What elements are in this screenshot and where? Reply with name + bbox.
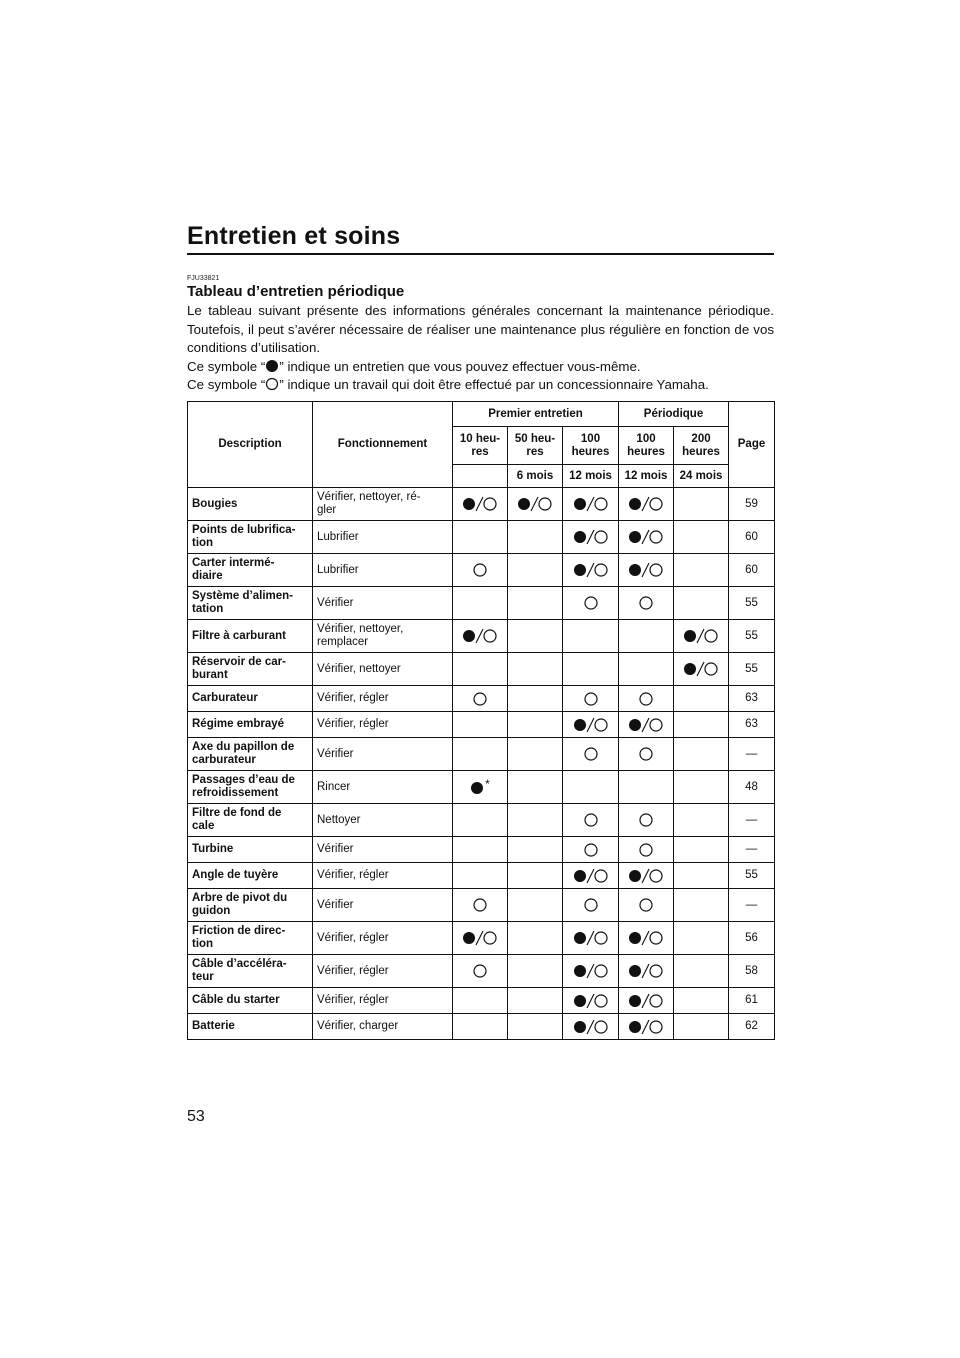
mark-cell-200h	[674, 620, 729, 653]
mark-cell-50h	[508, 653, 563, 686]
row-operation: Vérifier, régler	[313, 922, 453, 955]
reference-code: FJU33821	[187, 275, 220, 282]
table-row	[188, 837, 775, 863]
row-description: Réservoir de car- burant	[188, 653, 313, 686]
mark-cell-100h-initial	[563, 620, 619, 653]
mark-cell-50h	[508, 488, 563, 521]
mark-cell-10h	[453, 804, 508, 837]
row-page-ref: 55	[729, 863, 775, 889]
filled-slash-open-circle-icon	[628, 717, 664, 733]
mark-cell-200h	[674, 988, 729, 1014]
filled-slash-open-circle-icon	[683, 661, 719, 677]
table-row	[188, 863, 775, 889]
open-circle-icon	[639, 691, 653, 707]
mark-cell-50h	[508, 837, 563, 863]
row-description: Turbine	[188, 837, 313, 863]
table-row	[188, 521, 775, 554]
page-title: Entretien et soins	[187, 222, 401, 250]
filled-slash-open-circle-icon	[517, 496, 553, 512]
filled-slash-open-circle-icon	[628, 993, 664, 1009]
header-description: Description	[188, 402, 313, 488]
mark-cell-100h-periodic	[619, 837, 674, 863]
row-page-ref: —	[729, 804, 775, 837]
mark-cell-100h-periodic	[619, 1014, 674, 1040]
row-operation: Vérifier	[313, 587, 453, 620]
filled-slash-open-circle-icon	[628, 930, 664, 946]
mark-cell-100h-periodic	[619, 738, 674, 771]
intro-paragraph: Le tableau suivant présente des informations générales concernant la maintenance périodique. Toutefois, il peut s’avérer nécessaire de réaliser une maintenance plus régulière en fonction de vos conditions d’utilisation.	[187, 303, 774, 355]
mark-cell-100h-initial	[563, 863, 619, 889]
mark-cell-200h	[674, 1014, 729, 1040]
mark-cell-50h	[508, 804, 563, 837]
row-operation: Vérifier	[313, 889, 453, 922]
mark-cell-100h-periodic	[619, 863, 674, 889]
filled-slash-open-circle-icon	[462, 628, 498, 644]
open-circle-icon	[639, 842, 653, 858]
mark-cell-10h	[453, 488, 508, 521]
header-100-hours-initial: 100 heures	[563, 427, 619, 465]
legend-filled	[187, 358, 774, 377]
row-operation: Rincer	[313, 771, 453, 804]
filled-slash-open-circle-icon	[462, 930, 498, 946]
filled-slash-open-circle-icon	[628, 562, 664, 578]
table-row	[188, 712, 775, 738]
open-circle-icon	[584, 595, 598, 611]
row-description: Batterie	[188, 1014, 313, 1040]
mark-cell-100h-periodic	[619, 922, 674, 955]
open-circle-icon	[584, 842, 598, 858]
mark-cell-200h	[674, 521, 729, 554]
table-row	[188, 554, 775, 587]
filled-slash-open-circle-icon	[573, 562, 609, 578]
mark-cell-100h-initial	[563, 837, 619, 863]
mark-cell-10h	[453, 771, 508, 804]
open-circle-icon	[584, 746, 598, 762]
mark-cell-10h	[453, 837, 508, 863]
mark-cell-100h-initial	[563, 712, 619, 738]
row-page-ref: 62	[729, 1014, 775, 1040]
header-12-months-periodic: 12 mois	[619, 465, 674, 488]
legend-open-after: ” indique un travail qui doit être effectué par un concessionnaire Yamaha.	[279, 377, 709, 392]
mark-cell-100h-initial	[563, 686, 619, 712]
table-row	[188, 922, 775, 955]
row-page-ref: 63	[729, 686, 775, 712]
row-description: Régime embrayé	[188, 712, 313, 738]
row-page-ref: 61	[729, 988, 775, 1014]
table-body	[188, 488, 775, 1040]
row-page-ref: 59	[729, 488, 775, 521]
row-operation: Vérifier, nettoyer, remplacer	[313, 620, 453, 653]
row-description: Carburateur	[188, 686, 313, 712]
mark-cell-100h-periodic	[619, 488, 674, 521]
row-page-ref: —	[729, 889, 775, 922]
row-page-ref: 63	[729, 712, 775, 738]
filled-slash-open-circle-icon	[573, 868, 609, 884]
row-operation: Vérifier, charger	[313, 1014, 453, 1040]
row-description: Filtre de fond de cale	[188, 804, 313, 837]
header-100-hours-periodic: 100 heures	[619, 427, 674, 465]
mark-cell-10h	[453, 988, 508, 1014]
mark-cell-100h-periodic	[619, 620, 674, 653]
table-row	[188, 686, 775, 712]
legend-filled-before: Ce symbole “	[187, 358, 266, 374]
row-page-ref: 55	[729, 653, 775, 686]
mark-cell-200h	[674, 738, 729, 771]
mark-cell-200h	[674, 488, 729, 521]
mark-cell-10h	[453, 1014, 508, 1040]
row-description: Friction de direc- tion	[188, 922, 313, 955]
mark-cell-50h	[508, 1014, 563, 1040]
row-operation: Vérifier, régler	[313, 712, 453, 738]
filled-slash-open-circle-icon	[628, 496, 664, 512]
row-description: Arbre de pivot du guidon	[188, 889, 313, 922]
row-description: Passages d’eau de refroidissement	[188, 771, 313, 804]
filled-slash-open-circle-icon	[573, 529, 609, 545]
open-circle-icon	[639, 897, 653, 913]
row-operation: Vérifier, nettoyer, ré- gler	[313, 488, 453, 521]
header-50-hours: 50 heu- res	[508, 427, 563, 465]
row-operation: Vérifier, nettoyer	[313, 653, 453, 686]
mark-cell-100h-initial	[563, 988, 619, 1014]
mark-cell-50h	[508, 521, 563, 554]
mark-cell-50h	[508, 738, 563, 771]
table-row	[188, 804, 775, 837]
legend-filled-after: ” indique un entretien que vous pouvez effectuer vous-même.	[279, 358, 641, 374]
row-page-ref: 60	[729, 554, 775, 587]
filled-slash-open-circle-icon	[573, 496, 609, 512]
header-10-hours: 10 heu- res	[453, 427, 508, 465]
mark-cell-100h-periodic	[619, 988, 674, 1014]
table-row	[188, 587, 775, 620]
mark-cell-10h	[453, 686, 508, 712]
mark-cell-100h-initial	[563, 804, 619, 837]
mark-cell-100h-initial	[563, 653, 619, 686]
legend-open-before: Ce symbole “	[187, 377, 266, 392]
section-heading: Tableau d’entretien périodique	[187, 283, 405, 300]
open-circle-icon	[473, 562, 487, 578]
header-initial-service: Premier entretien	[453, 402, 619, 427]
mark-cell-10h	[453, 554, 508, 587]
row-operation: Vérifier	[313, 738, 453, 771]
mark-cell-100h-initial	[563, 738, 619, 771]
mark-cell-10h	[453, 889, 508, 922]
filled-slash-open-circle-icon	[628, 868, 664, 884]
legend-open	[187, 376, 774, 395]
mark-cell-100h-initial	[563, 771, 619, 804]
open-circle-icon	[473, 897, 487, 913]
asterisk-icon: *	[485, 776, 490, 791]
mark-cell-100h-periodic	[619, 955, 674, 988]
mark-cell-50h	[508, 922, 563, 955]
mark-cell-100h-periodic	[619, 521, 674, 554]
mark-cell-50h	[508, 889, 563, 922]
mark-cell-100h-initial	[563, 922, 619, 955]
mark-cell-50h	[508, 712, 563, 738]
row-description: Filtre à carburant	[188, 620, 313, 653]
row-description: Carter intermé- diaire	[188, 554, 313, 587]
mark-cell-10h	[453, 653, 508, 686]
mark-cell-50h	[508, 587, 563, 620]
open-circle-icon	[473, 963, 487, 979]
filled-slash-open-circle-icon	[573, 1019, 609, 1035]
mark-cell-200h	[674, 587, 729, 620]
open-circle-icon	[473, 691, 487, 707]
intro-text	[187, 302, 774, 395]
header-6-months: 6 mois	[508, 465, 563, 488]
filled-slash-open-circle-icon	[628, 963, 664, 979]
mark-cell-200h	[674, 889, 729, 922]
open-circle-icon	[639, 812, 653, 828]
maintenance-table	[187, 401, 775, 1040]
mark-cell-100h-initial	[563, 955, 619, 988]
mark-cell-100h-periodic	[619, 587, 674, 620]
title-divider	[187, 253, 774, 255]
row-page-ref: 55	[729, 587, 775, 620]
open-circle-icon	[584, 691, 598, 707]
mark-cell-200h	[674, 804, 729, 837]
mark-cell-10h	[453, 521, 508, 554]
row-description: Points de lubrifica- tion	[188, 521, 313, 554]
filled-slash-open-circle-icon	[573, 930, 609, 946]
header-operation: Fonctionnement	[313, 402, 453, 488]
filled-slash-open-circle-icon	[628, 1019, 664, 1035]
row-operation: Lubrifier	[313, 521, 453, 554]
mark-cell-10h	[453, 738, 508, 771]
table-row	[188, 889, 775, 922]
filled-slash-open-circle-icon	[462, 496, 498, 512]
filled-slash-open-circle-icon	[573, 993, 609, 1009]
row-page-ref: 48	[729, 771, 775, 804]
mark-cell-50h	[508, 988, 563, 1014]
row-operation: Nettoyer	[313, 804, 453, 837]
mark-cell-100h-periodic	[619, 771, 674, 804]
mark-cell-100h-initial	[563, 889, 619, 922]
row-page-ref: 60	[729, 521, 775, 554]
table-row	[188, 738, 775, 771]
row-operation: Vérifier, régler	[313, 863, 453, 889]
row-description: Axe du papillon de carburateur	[188, 738, 313, 771]
row-operation: Vérifier	[313, 837, 453, 863]
mark-cell-200h	[674, 771, 729, 804]
row-page-ref: —	[729, 738, 775, 771]
open-circle-icon	[265, 377, 279, 391]
mark-cell-100h-initial	[563, 587, 619, 620]
filled-slash-open-circle-icon	[683, 628, 719, 644]
mark-cell-200h	[674, 837, 729, 863]
mark-cell-200h	[674, 554, 729, 587]
mark-cell-10h	[453, 620, 508, 653]
mark-cell-100h-periodic	[619, 889, 674, 922]
row-description: Bougies	[188, 488, 313, 521]
mark-cell-100h-initial	[563, 1014, 619, 1040]
mark-cell-200h	[674, 686, 729, 712]
table-row	[188, 1014, 775, 1040]
header-12-months-initial: 12 mois	[563, 465, 619, 488]
mark-cell-200h	[674, 712, 729, 738]
filled-slash-open-circle-icon	[628, 529, 664, 545]
row-operation: Lubrifier	[313, 554, 453, 587]
mark-cell-100h-periodic	[619, 712, 674, 738]
row-page-ref: —	[729, 837, 775, 863]
open-circle-icon	[584, 897, 598, 913]
mark-cell-200h	[674, 653, 729, 686]
row-page-ref: 55	[729, 620, 775, 653]
row-operation: Vérifier, régler	[313, 988, 453, 1014]
open-circle-icon	[639, 746, 653, 762]
header-page: Page	[729, 402, 775, 488]
filled-slash-open-circle-icon	[573, 963, 609, 979]
table-row	[188, 771, 775, 804]
table-row	[188, 653, 775, 686]
mark-cell-100h-periodic	[619, 804, 674, 837]
mark-cell-100h-periodic	[619, 653, 674, 686]
header-empty-cell	[453, 465, 508, 488]
mark-cell-200h	[674, 922, 729, 955]
filled-circle-icon	[470, 780, 484, 796]
page-number: 53	[187, 1108, 205, 1125]
header-200-hours: 200 heures	[674, 427, 729, 465]
filled-circle-icon	[265, 359, 279, 373]
open-circle-icon	[584, 812, 598, 828]
mark-cell-100h-periodic	[619, 554, 674, 587]
row-description: Câble d’accéléra- teur	[188, 955, 313, 988]
table-row	[188, 988, 775, 1014]
mark-cell-10h	[453, 922, 508, 955]
mark-cell-200h	[674, 955, 729, 988]
mark-cell-200h	[674, 863, 729, 889]
row-page-ref: 56	[729, 922, 775, 955]
mark-cell-50h	[508, 771, 563, 804]
mark-cell-10h	[453, 955, 508, 988]
filled-slash-open-circle-icon	[573, 717, 609, 733]
mark-cell-50h	[508, 863, 563, 889]
table-row	[188, 488, 775, 521]
table-row	[188, 620, 775, 653]
row-operation: Vérifier, régler	[313, 955, 453, 988]
row-description: Système d’alimen- tation	[188, 587, 313, 620]
mark-cell-100h-initial	[563, 488, 619, 521]
mark-cell-50h	[508, 620, 563, 653]
mark-cell-10h	[453, 587, 508, 620]
header-24-months: 24 mois	[674, 465, 729, 488]
mark-cell-50h	[508, 686, 563, 712]
table-row	[188, 955, 775, 988]
row-page-ref: 58	[729, 955, 775, 988]
mark-cell-100h-initial	[563, 521, 619, 554]
row-operation: Vérifier, régler	[313, 686, 453, 712]
row-description: Câble du starter	[188, 988, 313, 1014]
mark-cell-10h	[453, 863, 508, 889]
mark-cell-100h-initial	[563, 554, 619, 587]
header-periodic: Périodique	[619, 402, 729, 427]
mark-cell-50h	[508, 955, 563, 988]
open-circle-icon	[639, 595, 653, 611]
mark-cell-50h	[508, 554, 563, 587]
row-description: Angle de tuyère	[188, 863, 313, 889]
mark-cell-10h	[453, 712, 508, 738]
mark-cell-100h-periodic	[619, 686, 674, 712]
